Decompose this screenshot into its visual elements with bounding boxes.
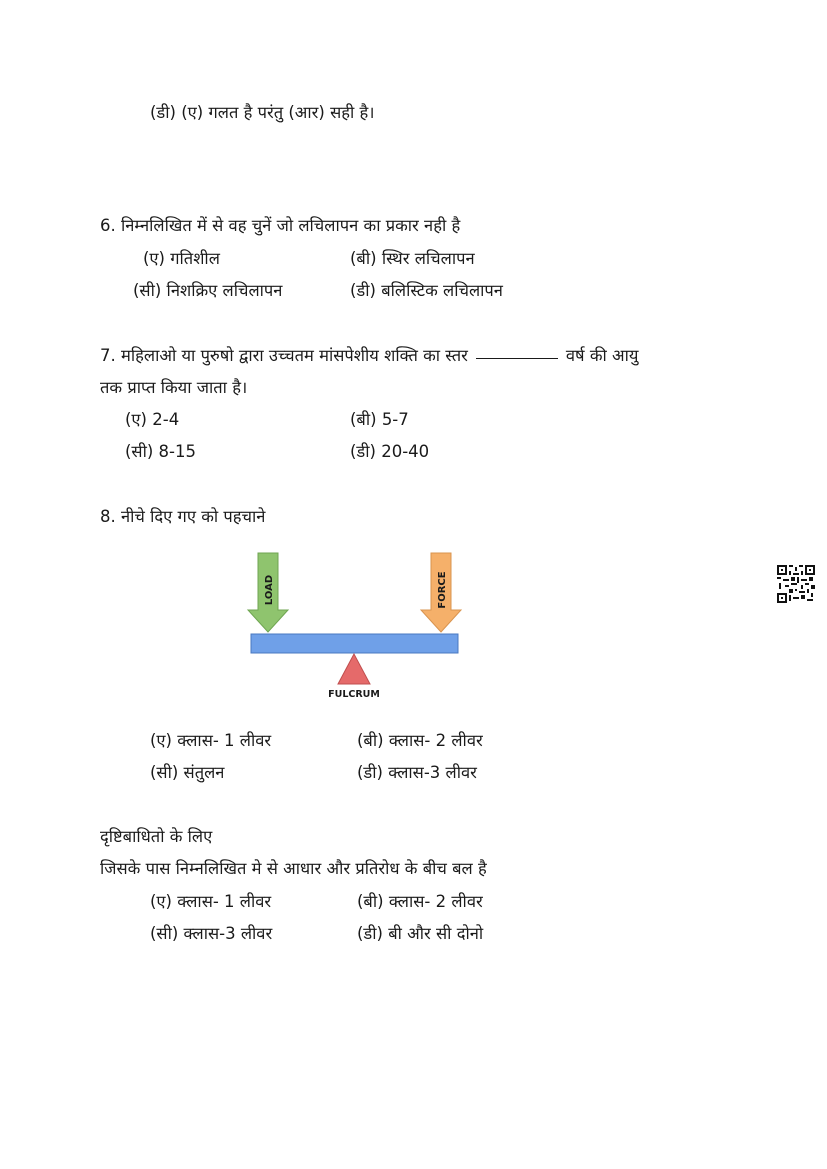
force-arrow-icon — [421, 553, 461, 632]
fulcrum-triangle-icon — [338, 654, 370, 684]
question-6: 6. निम्नलिखित में से वह चुनें जो लचिलापन का प्रकार नही है — [100, 216, 461, 235]
question-7 — [100, 345, 638, 367]
vi-question: जिसके पास निम्नलिखित मे से आधार और प्रतिरोध के बीच बल है — [100, 859, 487, 878]
q7-blank — [476, 348, 558, 359]
q6-option-d: (डी) बलिस्टिक लचिलापन — [350, 281, 503, 300]
q6-option-a: (ए) गतिशील — [143, 249, 220, 268]
q8-option-d: (डी) क्लास-3 लीवर — [357, 763, 477, 782]
visually-impaired-heading: दृष्टिबाधितो के लिए — [100, 827, 213, 846]
q6-option-c: (सी) निशक्रिए लचिलापन — [133, 281, 283, 300]
q7-option-a: (ए) 2-4 — [125, 410, 180, 429]
q7-option-d: (डी) 20-40 — [350, 442, 430, 461]
lever-diagram — [236, 550, 476, 705]
q6-option-b: (बी) स्थिर लचिलापन — [350, 249, 475, 268]
vi-option-b: (बी) क्लास- 2 लीवर — [357, 892, 483, 911]
vi-option-a: (ए) क्लास- 1 लीवर — [150, 892, 272, 911]
svg-text:LOAD: LOAD — [264, 574, 275, 606]
svg-text:FULCRUM: FULCRUM — [328, 689, 380, 700]
q8-option-b: (बी) क्लास- 2 लीवर — [357, 731, 483, 750]
q7-option-b: (बी) 5-7 — [350, 410, 409, 429]
svg-text:FORCE: FORCE — [437, 571, 448, 609]
question-8: 8. नीचे दिए गए को पहचाने — [100, 507, 266, 526]
q7-option-c: (सी) 8-15 — [125, 442, 196, 461]
prev-question-option-d: (डी) (ए) गलत है परंतु (आर) सही है। — [150, 103, 375, 122]
q7-line2: तक प्राप्त किया जाता है। — [100, 378, 248, 397]
vi-option-c: (सी) क्लास-3 लीवर — [150, 924, 273, 943]
lever-diagram-svg — [236, 550, 476, 705]
q7-text-part1: 7. महिलाओ या पुरुषो द्वारा उच्चतम मांसपेशीय शक्ति का स्तर — [100, 346, 468, 365]
q8-option-a: (ए) क्लास- 1 लीवर — [150, 731, 272, 750]
q8-option-c: (सी) संतुलन — [150, 763, 225, 782]
vi-option-d: (डी) बी और सी दोनो — [357, 924, 484, 943]
q7-text-part2: वर्ष की आयु — [565, 346, 639, 365]
lever-beam — [251, 634, 458, 653]
load-arrow-icon — [248, 553, 288, 632]
qr-code-icon — [777, 565, 815, 603]
